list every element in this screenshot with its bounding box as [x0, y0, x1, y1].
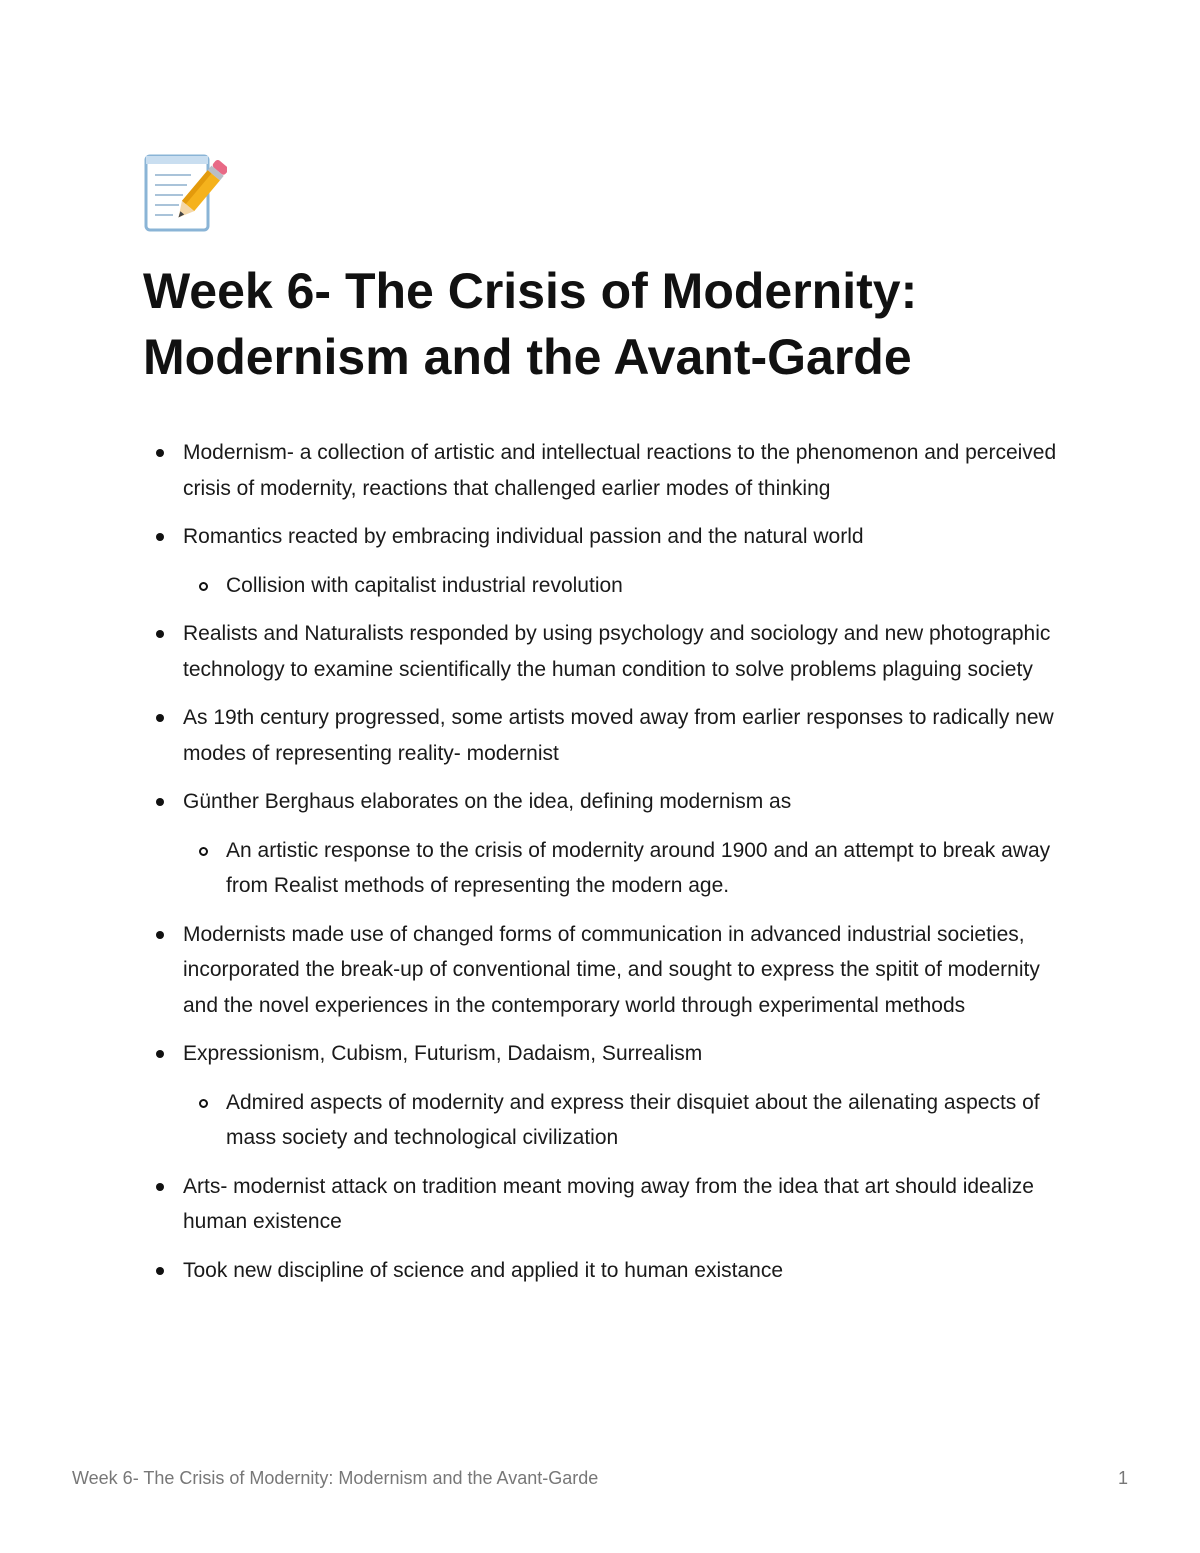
list-item: Took new discipline of science and applied it to human existance: [143, 1253, 1073, 1289]
sub-list-item: Collision with capitalist industrial revolution: [143, 568, 1073, 604]
list-item: Arts- modernist attack on tradition meant moving away from the idea that art should idealize human existence: [143, 1169, 1073, 1240]
sub-list-item: Admired aspects of modernity and express their disquiet about the ailenating aspects of mass society and technological civilization: [143, 1085, 1073, 1156]
page-number: 1: [1117, 1468, 1128, 1488]
list-item: Expressionism, Cubism, Futurism, Dadaism, Surrealism: [143, 1036, 1073, 1072]
list-item: Realists and Naturalists responded by using psychology and sociology and new photographic technology to examine scientifically the human condition to solve problems plaguing society: [143, 616, 1073, 687]
list-item: Günther Berghaus elaborates on the idea, defining modernism as: [143, 784, 1073, 820]
list-item: Modernists made use of changed forms of communication in advanced industrial societies, incorporated the break-up of conventional time, and sought to express the spitit of modernity and the novel experiences in the contemporary world through experimental methods: [143, 917, 1073, 1024]
list-item: Romantics reacted by embracing individual passion and the natural world: [143, 519, 1073, 555]
page-footer: [72, 1466, 1128, 1490]
sub-list-item: An artistic response to the crisis of modernity around 1900 and an attempt to break away from Realist methods of representing the modern age.: [143, 833, 1073, 904]
footer-title: Week 6- The Crisis of Modernity: Modernism and the Avant-Garde: [72, 1468, 599, 1488]
memo-pencil-icon: [143, 153, 227, 233]
page-title: Week 6- The Crisis of Modernity: Modernism and the Avant-Garde: [143, 263, 918, 385]
list-item: Modernism- a collection of artistic and intellectual reactions to the phenomenon and perceived crisis of modernity, reactions that challenged earlier modes of thinking: [143, 435, 1073, 506]
list-item: As 19th century progressed, some artists moved away from earlier responses to radically new modes of representing reality- modernist: [143, 700, 1073, 771]
notes-list: [143, 435, 1073, 1301]
